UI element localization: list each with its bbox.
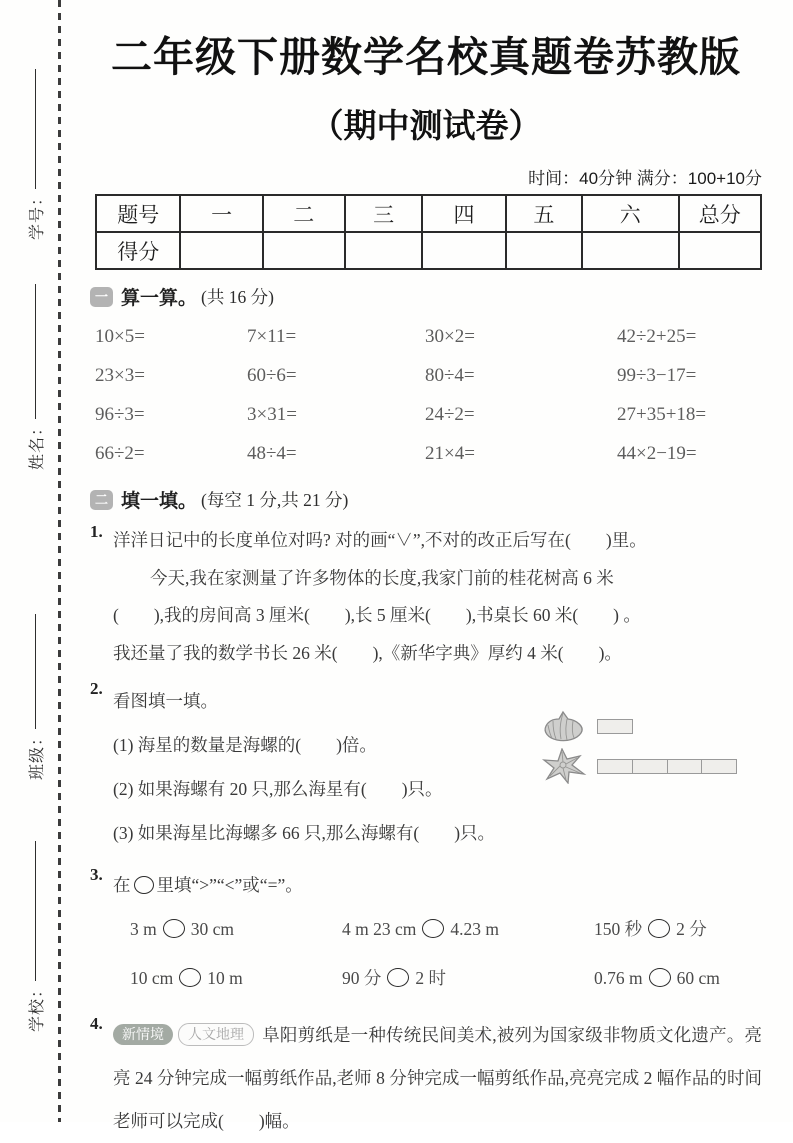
question-1 <box>90 522 762 672</box>
new-context-badge: 新情境 <box>113 1024 173 1045</box>
score-header-cell: 二 <box>263 195 345 232</box>
comparison-item <box>130 905 342 954</box>
score-cell-empty <box>506 232 582 269</box>
sidebar-field-student-id <box>24 69 47 240</box>
starfish-icon <box>541 748 589 784</box>
comparison-circle-icon <box>163 919 185 938</box>
comparison-circle-icon <box>179 968 201 987</box>
sidebar-field-class <box>24 614 47 780</box>
comparison-circle-icon <box>422 919 444 938</box>
arith-problem: 30×2= <box>425 326 475 347</box>
student-id-blank-line <box>34 69 36 189</box>
comparison-right: 30 cm <box>190 919 235 939</box>
arith-problem: 66÷2= <box>95 443 145 464</box>
score-table <box>95 194 762 270</box>
comparison-right: 60 cm <box>676 968 720 988</box>
score-cell-empty <box>679 232 762 269</box>
score-cell-empty <box>345 232 423 269</box>
score-cell-empty <box>582 232 678 269</box>
question-1-number: 1. <box>90 522 103 541</box>
sidebar-field-school <box>24 841 47 1032</box>
score-header-cell: 五 <box>506 195 582 232</box>
comparison-left: 10 cm <box>130 968 174 988</box>
comparison-item <box>342 954 594 1003</box>
starfish-row <box>541 748 759 784</box>
sidebar-field-name <box>24 284 47 470</box>
comparison-circle-icon <box>648 919 670 938</box>
section-one-icon: 一 <box>90 287 113 307</box>
arith-problem: 96÷3= <box>95 404 145 425</box>
arith-problem: 60÷6= <box>247 365 297 386</box>
comparison-left: 4 m 23 cm <box>342 919 417 939</box>
q3-title-prefix: 在 <box>113 875 131 895</box>
exam-time-score-info: 时间：40分钟 满分：100+10分 <box>528 169 762 188</box>
question-4 <box>90 1014 762 1143</box>
q3-title-suffix: 里填“>”“<”或“=”。 <box>156 875 303 895</box>
arith-problem: 23×3= <box>95 365 145 386</box>
arith-problem: 99÷3−17= <box>617 365 697 386</box>
comparison-left: 0.76 m <box>594 968 643 988</box>
class-label: 班级： <box>29 728 46 780</box>
section-one-header <box>90 283 762 310</box>
dashed-cut-line <box>58 0 61 1122</box>
score-header-cell: 六 <box>582 195 678 232</box>
arith-problem: 21×4= <box>425 443 475 464</box>
arith-problem: 10×5= <box>95 326 145 347</box>
name-blank-line <box>34 284 36 419</box>
school-label: 学校： <box>29 980 46 1032</box>
q1-line: 我还量了我的数学书长 26 米( ),《新华字典》厚约 4 米( )。 <box>113 642 622 663</box>
section-two-icon: 二 <box>90 490 113 510</box>
unit-box <box>667 759 703 774</box>
q1-line: ( ),我的房间高 3 厘米( ),长 5 厘米( ),书桌长 60 米( ) 。 <box>113 605 641 625</box>
unit-box <box>597 759 633 774</box>
q2-item: (2) 如果海螺有 20 只,那么海星有( )只。 <box>113 779 443 799</box>
comparison-left: 90 分 <box>342 968 382 988</box>
q1-line: 今天,我在家测量了许多物体的长度,我家门前的桂花树高 6 米 <box>150 567 614 588</box>
comparison-circle-icon <box>649 968 671 987</box>
score-cell-empty <box>180 232 262 269</box>
q2-item: (3) 如果海星比海螺多 66 只,那么海螺有( )只。 <box>113 823 496 843</box>
score-header-cell: 三 <box>345 195 423 232</box>
q1-line: 洋洋日记中的长度单位对吗? 对的画“∨”,不对的改正后写在( )里。 <box>113 530 647 550</box>
q4-text-block <box>113 1014 762 1143</box>
conch-row <box>541 710 759 743</box>
comparison-right: 2 分 <box>676 919 707 939</box>
question-2 <box>90 679 762 855</box>
starfish-unit-boxes <box>597 759 737 774</box>
question-2-number: 2. <box>90 679 103 698</box>
shell-starfish-diagram <box>541 710 759 784</box>
page-title: 二年级下册数学名校真题卷苏教版 <box>111 34 741 80</box>
comparison-circle-icon <box>134 876 154 894</box>
question-3-number: 3. <box>90 865 103 884</box>
unit-box <box>701 759 737 774</box>
question-3 <box>90 865 762 1003</box>
score-row-label: 得分 <box>96 232 180 269</box>
score-header-cell: 四 <box>422 195 505 232</box>
section-one-title: 算一算。 <box>121 288 198 309</box>
humanities-geography-badge: 人文地理 <box>178 1023 254 1046</box>
unit-box <box>597 719 633 734</box>
comparison-row <box>113 954 762 1003</box>
q4-text: 阜阳剪纸是一种传统民间美术,被列为国家级非物质文化遗产。亮亮 24 分钟完成一幅剪纸作品,老师 8 分钟完成一幅剪纸作品,亮亮完成 2 幅作品的时间老师可以完成( )幅。 <box>113 1025 762 1131</box>
comparison-left: 150 秒 <box>594 919 643 939</box>
unit-box <box>632 759 668 774</box>
score-table-header-row <box>96 195 761 232</box>
section-two-header <box>90 486 762 513</box>
score-cell-empty <box>422 232 505 269</box>
score-header-cell: 总分 <box>679 195 762 232</box>
arith-problem: 48÷4= <box>247 443 297 464</box>
arithmetic-grid <box>90 317 762 473</box>
comparison-item <box>342 905 594 954</box>
score-header-cell: 题号 <box>96 195 180 232</box>
section-two-points: (每空 1 分,共 21 分) <box>201 490 349 510</box>
section-one-points: (共 16 分) <box>201 287 274 307</box>
conch-shell-icon <box>541 710 589 743</box>
comparison-item <box>130 954 342 1003</box>
arith-problem: 27+35+18= <box>617 404 707 425</box>
arith-problem: 80÷4= <box>425 365 475 386</box>
score-header-cell: 一 <box>180 195 262 232</box>
student-id-label: 学号： <box>29 188 46 240</box>
school-blank-line <box>34 841 36 981</box>
arith-problem: 3×31= <box>247 404 297 425</box>
arith-problem: 7×11= <box>247 326 297 347</box>
comparison-left: 3 m <box>130 919 157 939</box>
q2-item: (1) 海星的数量是海螺的( )倍。 <box>113 735 377 755</box>
section-two-title: 填一填。 <box>121 491 198 512</box>
comparison-row <box>113 905 762 954</box>
arith-problem: 24÷2= <box>425 404 475 425</box>
q2-title: 看图填一填。 <box>113 691 218 711</box>
comparison-circle-icon <box>387 968 409 987</box>
q3-title <box>113 865 762 905</box>
exam-subtitle: （期中测试卷） <box>310 107 542 144</box>
score-cell-empty <box>263 232 345 269</box>
comparison-right: 4.23 m <box>450 919 499 939</box>
comparison-right: 2 时 <box>415 968 446 988</box>
comparison-item <box>594 954 762 1003</box>
arith-problem: 44×2−19= <box>617 443 697 464</box>
arith-problem: 42÷2+25= <box>617 326 697 347</box>
conch-unit-boxes <box>597 719 633 734</box>
score-table-score-row <box>96 232 761 269</box>
comparison-right: 10 m <box>207 968 243 988</box>
class-blank-line <box>34 614 36 729</box>
question-4-number: 4. <box>90 1014 103 1033</box>
comparison-item <box>594 905 762 954</box>
name-label: 姓名： <box>29 418 46 470</box>
